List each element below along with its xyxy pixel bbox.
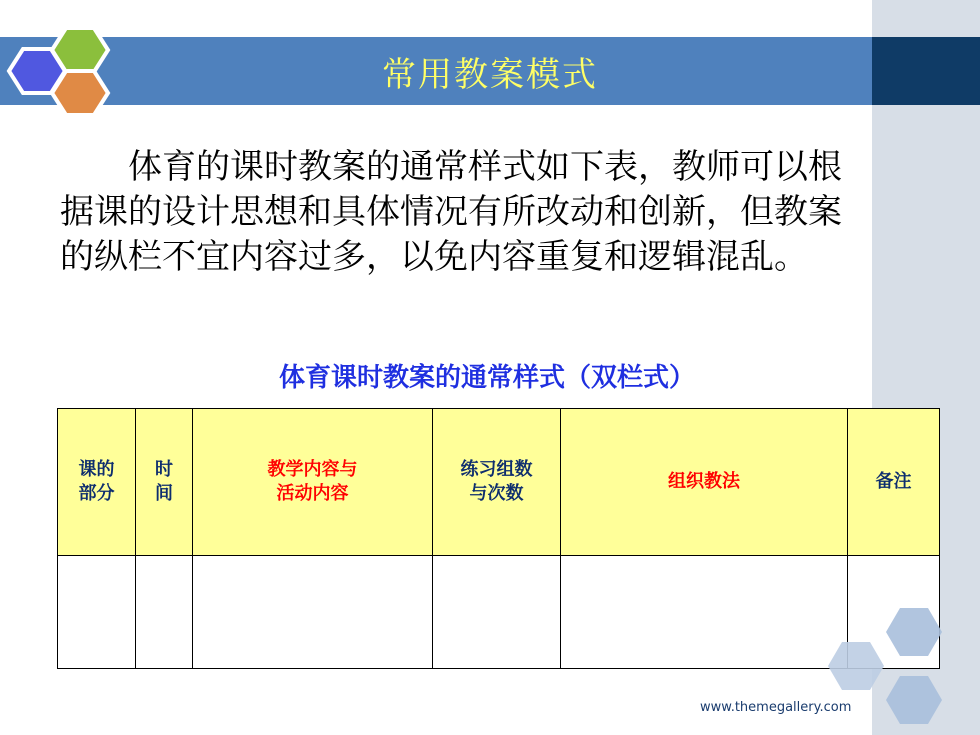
deco-hexagon-left (828, 642, 884, 690)
deco-hexagon-top (886, 608, 942, 656)
table-cell (58, 556, 136, 669)
header-cell-method: 组织教法 (561, 409, 848, 556)
table-caption (0, 357, 980, 394)
table-cell (561, 556, 848, 669)
table-cell (136, 556, 193, 669)
header-cell-content: 教学内容与 活动内容 (193, 409, 433, 556)
slide-title: 常用教案模式 (382, 54, 598, 95)
header-cell-practice: 练习组数 与次数 (433, 409, 561, 556)
table-caption-text: 体育课时教案的通常样式（双栏式） (278, 363, 695, 393)
lesson-plan-table (57, 408, 940, 669)
body-paragraph: 体育的课时教案的通常样式如下表，教师可以根据课的设计思想和具体情况有所改动和创新，但教案的纵栏不宜内容过多，以免内容重复和逻辑混乱。 (60, 147, 842, 277)
footer-url[interactable]: www.themegallery.com (700, 700, 852, 715)
deco-hexagon-bottom (886, 676, 942, 724)
table-row (58, 556, 940, 669)
header-cell-time: 时 间 (136, 409, 193, 556)
table-header-row (58, 409, 940, 556)
table-cell (193, 556, 433, 669)
table-cell (433, 556, 561, 669)
header-cell-section: 课的 部分 (58, 409, 136, 556)
header-cell-notes: 备注 (848, 409, 940, 556)
